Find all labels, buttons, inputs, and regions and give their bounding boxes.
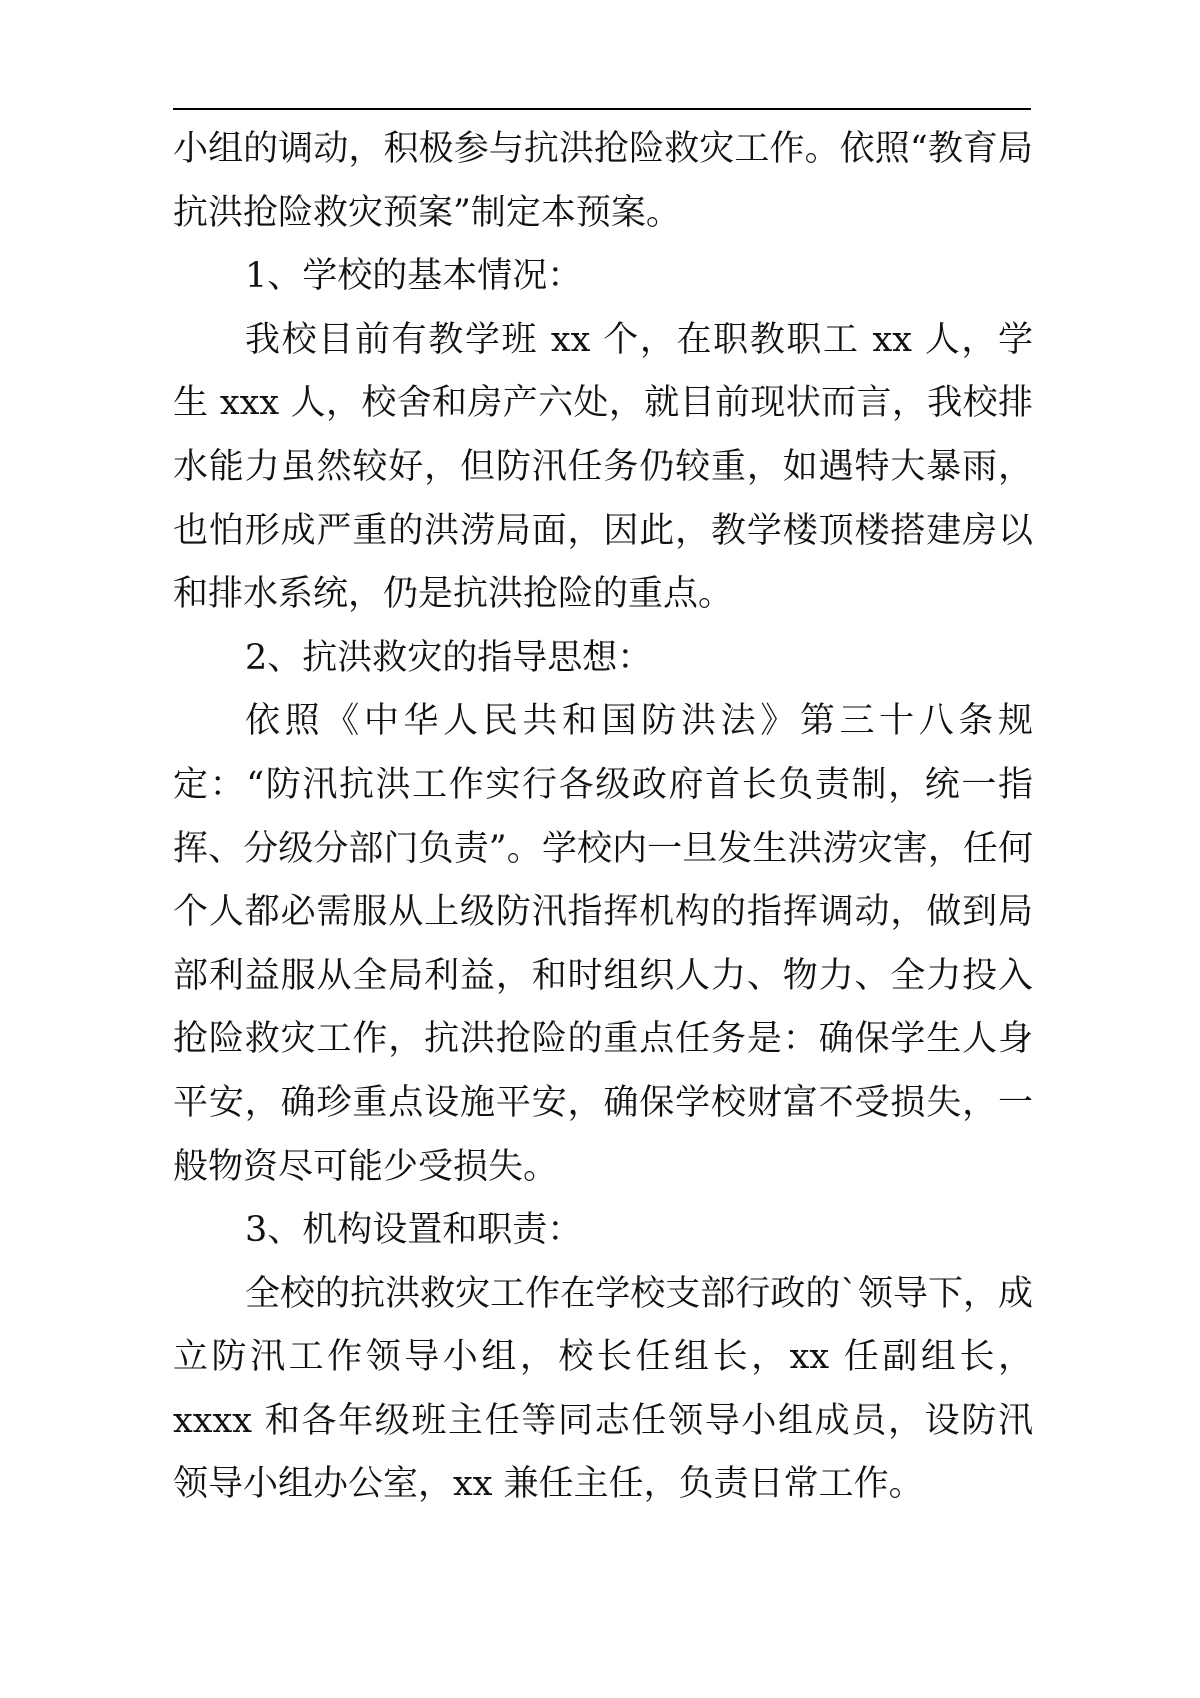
header-rule	[173, 108, 1031, 110]
paragraph-basic-situation: 我校目前有教学班 xx 个，在职教职工 xx 人，学生 xxx 人，校舍和房产六处，就目前现状而言，我校排水能力虽然较好，但防汛任务仍较重，如遇特大暴雨，也怕形成严重的洪涝局面，因此，教学楼顶楼搭建房以和排水系统，仍是抗洪抢险的重点。	[173, 319, 1033, 615]
heading-guiding-ideology: 2、抗洪救灾的指导思想：	[245, 637, 653, 678]
heading-basic-situation: 1、学校的基本情况：	[245, 256, 583, 297]
paragraph-intro-continuation: 小组的调动，积极参与抗洪抢险救灾工作。依照“教育局抗洪抢险救灾预案”制定本预案。	[173, 129, 1033, 233]
paragraph-guiding-ideology: 依照《中华人民共和国防洪法》第三十八条规定：“防汛抗洪工作实行各级政府首长负责制，统一指挥、分级分部门负责”。学校内一旦发生洪涝灾害，任何个人都必需服从上级防汛指挥机构的指挥调动，做到局部利益服从全局利益，和时组织人力、物力、全力投入抢险救灾工作，抗洪抢险的重点任务是：确保学生人身平安，确珍重点设施平安，确保学校财富不受损失，一般物资尽可能少受损失。	[173, 701, 1033, 1187]
heading-organization: 3、机构设置和职责：	[245, 1210, 583, 1251]
paragraph-organization: 全校的抗洪救灾工作在学校支部行政的`领导下，成立防汛工作领导小组，校长任组长，xx 任副组长，xxxx 和各年级班主任等同志任领导小组成员，设防汛领导小组办公室，xx 兼任主任，负责日常工作。	[173, 1273, 1033, 1505]
document-body	[173, 118, 1033, 1517]
